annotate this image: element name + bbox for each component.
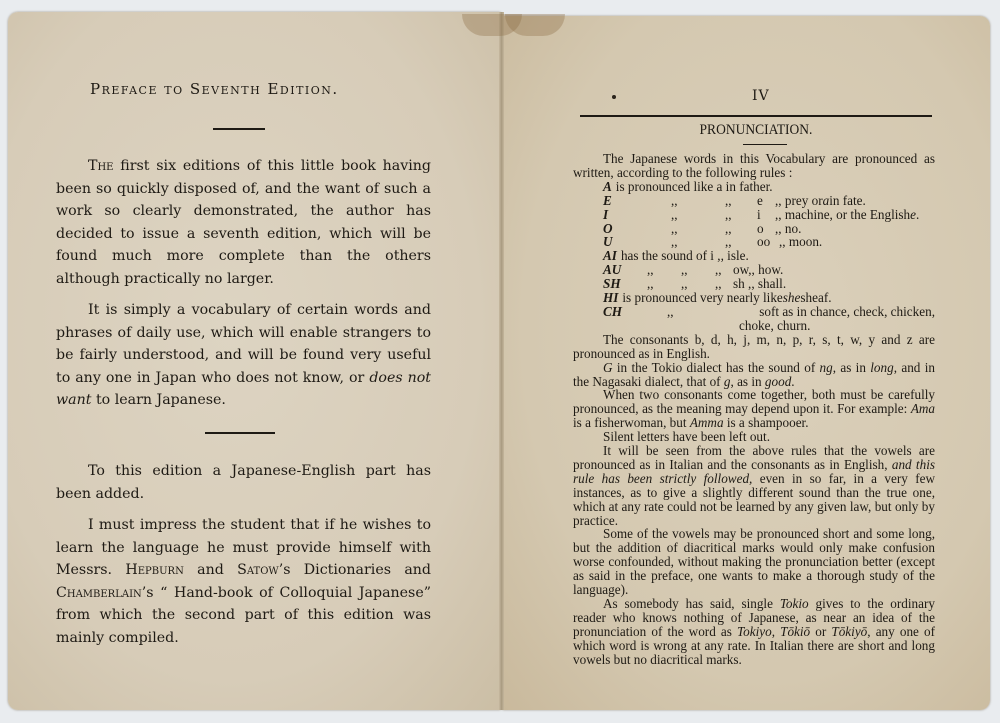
rule-row-au: AU ,, ,, ,, ow,, how.	[603, 262, 784, 278]
rule-row-e: E ,, ,, e ,, prey or a in fate.	[603, 192, 866, 208]
title-divider	[213, 128, 265, 130]
italian-rule-paragraph: It will be seen from the above rules that the vowels are pronounced as in Italian and the consonants as in English, and this rule has been strictly followed, even in so far, in a very few instances, as to give a slightly different sound than the true one, which at any rate could not be learned by any given law, but only by practice.	[573, 443, 935, 528]
rule-row-hi: HI is pronounced very nearly like she sheaf.	[603, 290, 832, 306]
intro-paragraph: The Japanese words in this Vocabulary are pronounced as written, according to the following rules :	[573, 151, 935, 180]
pronunciation-title: PRONUNCIATION.	[699, 122, 813, 138]
preface-title: Preface to Seventh Edition.	[90, 80, 339, 98]
rule-row-o: O ,, ,, o ,, no.	[603, 220, 802, 236]
rule-row-ai: AI has the sound of i ,, isle.	[603, 248, 749, 264]
ink-dot	[612, 95, 616, 99]
preface-paragraph-1: The first six editions of this little book having been so quickly disposed of, and the want of such a work so clearly demonstrated, the author has decided to issue a seventh edition, which will be found much more complete than the others although practically no larger.	[56, 158, 431, 287]
rule-row-sh: SH ,, ,, ,, sh ,, shall.	[603, 276, 787, 292]
pronunciation-text	[573, 152, 935, 667]
preface-text-block-2	[56, 460, 431, 649]
book-gutter	[499, 12, 504, 710]
section-divider	[205, 432, 275, 434]
title-underline	[743, 144, 787, 145]
g-rule-paragraph: G in the Tokio dialect has the sound of ng, as in long, and in the Nagasaki dialect, that of g, as in good.	[573, 359, 935, 389]
double-consonant-paragraph: When two consonants come together, both must be carefully pronounced, as the meaning may depend upon it. For example: Ama is a fisherwoman, but Amma is a shampooer.	[573, 387, 935, 431]
preface-paragraph-4: I must impress the student that if he wishes to learn the language he must provide himself with Messrs. Hepburn and Satow’s Dictionaries and Chamberlain’s “ Hand-book of Colloquial Japanese” from which the second part of this edition was mainly compiled.	[56, 517, 431, 646]
rule-row-ch: CH ,, soft as in chance, check, chicken,	[603, 303, 935, 319]
rule-row-u: U ,, ,, oo ,, moon.	[603, 234, 823, 250]
vowels-paragraph: Some of the vowels may be pronounced short and some long, but the addition of diacritical marks would only make confusion worse confounded, without making the pronunciation better (except as said in the preface, one wants to make a thorough study of the language).	[573, 526, 935, 598]
silent-letters-paragraph: Silent letters have been left out.	[603, 429, 770, 445]
rule-row-a: A is pronounced like a in father.	[603, 178, 773, 194]
tokio-paragraph: As somebody has said, single Tokio gives to the ordinary reader who knows nothing of Japanese, as near an idea of the pronunciation of the word as Tokiyo, Tōkiō or Tōkiyō, any one of which word is wrong at any rate. In Italian there are short and long vowels but no diacritical marks.	[573, 596, 935, 667]
preface-paragraph-2: It is simply a vocabulary of certain words and phrases of daily use, which will enable strangers to be fairly understood, and will be found very useful to any one in Japan who does not know, or does not want to learn Japanese.	[56, 302, 431, 408]
preface-text-block-1	[56, 155, 431, 412]
consonants-paragraph: The consonants b, d, h, j, m, n, p, r, s, t, w, y and z are pronounced as in English.	[573, 331, 935, 361]
page-number: IV	[752, 88, 770, 104]
rule-row-i: I ,, ,, i ,, machine, or the English e .	[603, 206, 920, 222]
rule-row-ch-continued: choke, churn.	[739, 317, 811, 333]
header-rule	[580, 115, 932, 117]
preface-paragraph-3: To this edition a Japanese-English part has been added.	[56, 463, 431, 502]
